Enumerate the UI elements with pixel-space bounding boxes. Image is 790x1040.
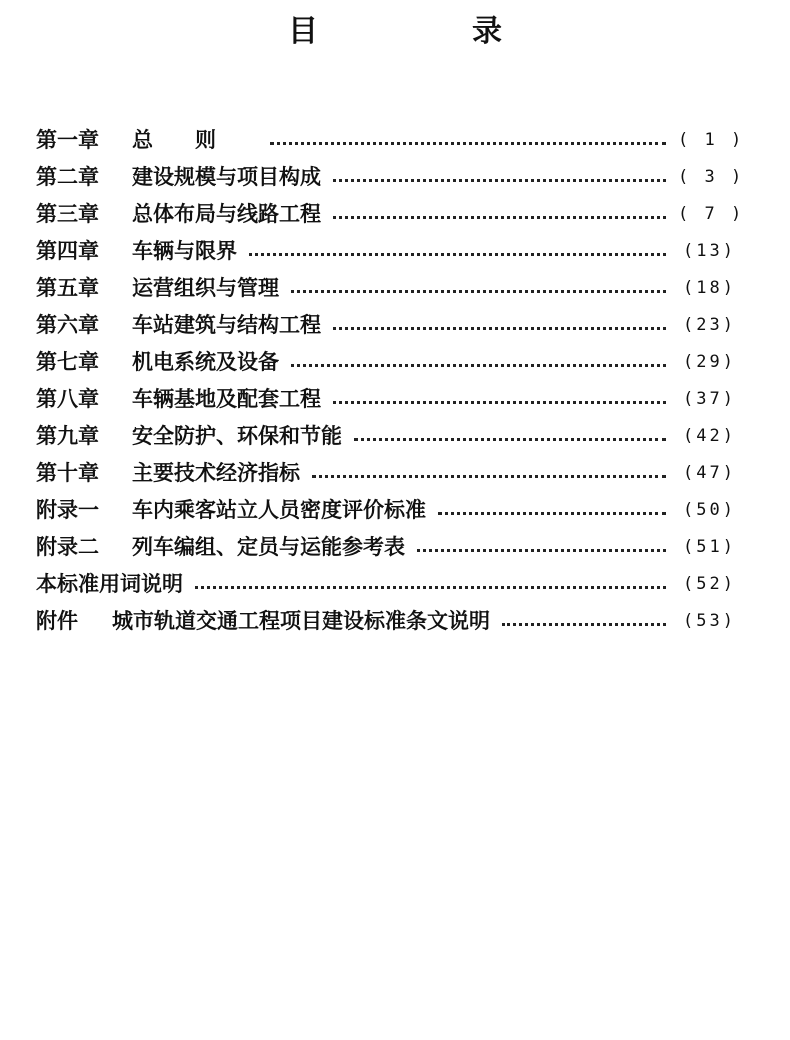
- dot-leader: [270, 142, 666, 145]
- dot-leader: [333, 216, 666, 219]
- toc-entry-number: 第一章: [36, 128, 99, 152]
- toc-entry-page: ( 3 ): [678, 167, 745, 187]
- toc-entry: [36, 455, 736, 492]
- toc-entry-title: 本标准用词说明: [36, 572, 183, 596]
- toc-entry: [36, 122, 745, 159]
- toc-entry: [36, 492, 736, 529]
- toc-entry: [36, 196, 745, 233]
- toc-entry-number: 第三章: [36, 202, 99, 226]
- toc-entry-title: 主要技术经济指标: [132, 461, 300, 485]
- toc-entry-number: 第十章: [36, 461, 99, 485]
- toc-entry-page: (47): [683, 463, 736, 483]
- toc-entry-title: 建设规模与项目构成: [132, 165, 321, 189]
- dot-leader: [333, 327, 666, 330]
- toc-entry: [36, 418, 736, 455]
- toc-entry-number: 第九章: [36, 424, 99, 448]
- dot-leader: [417, 549, 666, 552]
- toc-entry: [36, 270, 736, 307]
- toc-entry-number: 第六章: [36, 313, 99, 337]
- toc-entry-page: ( 1 ): [678, 130, 745, 150]
- dot-leader: [354, 438, 666, 441]
- dot-leader: [291, 290, 666, 293]
- dot-leader: [438, 512, 666, 515]
- dot-leader: [312, 475, 666, 478]
- toc-entry-number: 第五章: [36, 276, 99, 300]
- page-title: 目 录: [288, 14, 564, 49]
- toc-entry: [36, 566, 736, 603]
- dot-leader: [333, 179, 666, 182]
- toc-entry-title: 城市轨道交通工程项目建设标准条文说明: [112, 609, 490, 633]
- toc-entry: [36, 159, 745, 196]
- toc-entry-page: (13): [683, 241, 736, 261]
- toc-entry-page: (29): [683, 352, 736, 372]
- toc-entry: [36, 603, 736, 640]
- toc-entry-title: 车辆基地及配套工程: [132, 387, 321, 411]
- toc-entry-title: 运营组织与管理: [132, 276, 279, 300]
- toc-entry-title: 车站建筑与结构工程: [132, 313, 321, 337]
- toc-entry-number: 第二章: [36, 165, 99, 189]
- toc-entry: [36, 233, 736, 270]
- toc-entry-page: (51): [683, 537, 736, 557]
- dot-leader: [291, 364, 666, 367]
- table-of-contents: [36, 122, 745, 640]
- toc-entry: [36, 344, 736, 381]
- toc-entry-page: (50): [683, 500, 736, 520]
- toc-entry-number: 附件: [36, 609, 78, 633]
- toc-entry-number: 附录一: [36, 498, 99, 522]
- toc-entry: [36, 381, 736, 418]
- toc-entry-number: 第四章: [36, 239, 99, 263]
- toc-entry-page: ( 7 ): [678, 204, 745, 224]
- toc-entry-title: 机电系统及设备: [132, 350, 279, 374]
- toc-entry-title: 总体布局与线路工程: [132, 202, 321, 226]
- dot-leader: [333, 401, 666, 404]
- toc-entry: [36, 307, 736, 344]
- toc-entry-title: 总则: [132, 128, 258, 152]
- toc-entry-page: (37): [683, 389, 736, 409]
- toc-entry-page: (18): [683, 278, 736, 298]
- toc-entry-title: 安全防护、环保和节能: [132, 424, 342, 448]
- toc-entry: [36, 529, 736, 566]
- toc-entry-number: 第七章: [36, 350, 99, 374]
- toc-entry-page: (23): [683, 315, 736, 335]
- dot-leader: [502, 623, 666, 626]
- toc-entry-title: 车内乘客站立人员密度评价标准: [132, 498, 426, 522]
- toc-entry-page: (53): [683, 611, 736, 631]
- dot-leader: [249, 253, 666, 256]
- dot-leader: [195, 586, 666, 589]
- toc-entry-title: 列车编组、定员与运能参考表: [132, 535, 405, 559]
- toc-entry-page: (42): [683, 426, 736, 446]
- toc-entry-number: 第八章: [36, 387, 99, 411]
- toc-entry-title: 车辆与限界: [132, 239, 237, 263]
- toc-entry-number: 附录二: [36, 535, 99, 559]
- toc-entry-page: (52): [683, 574, 736, 594]
